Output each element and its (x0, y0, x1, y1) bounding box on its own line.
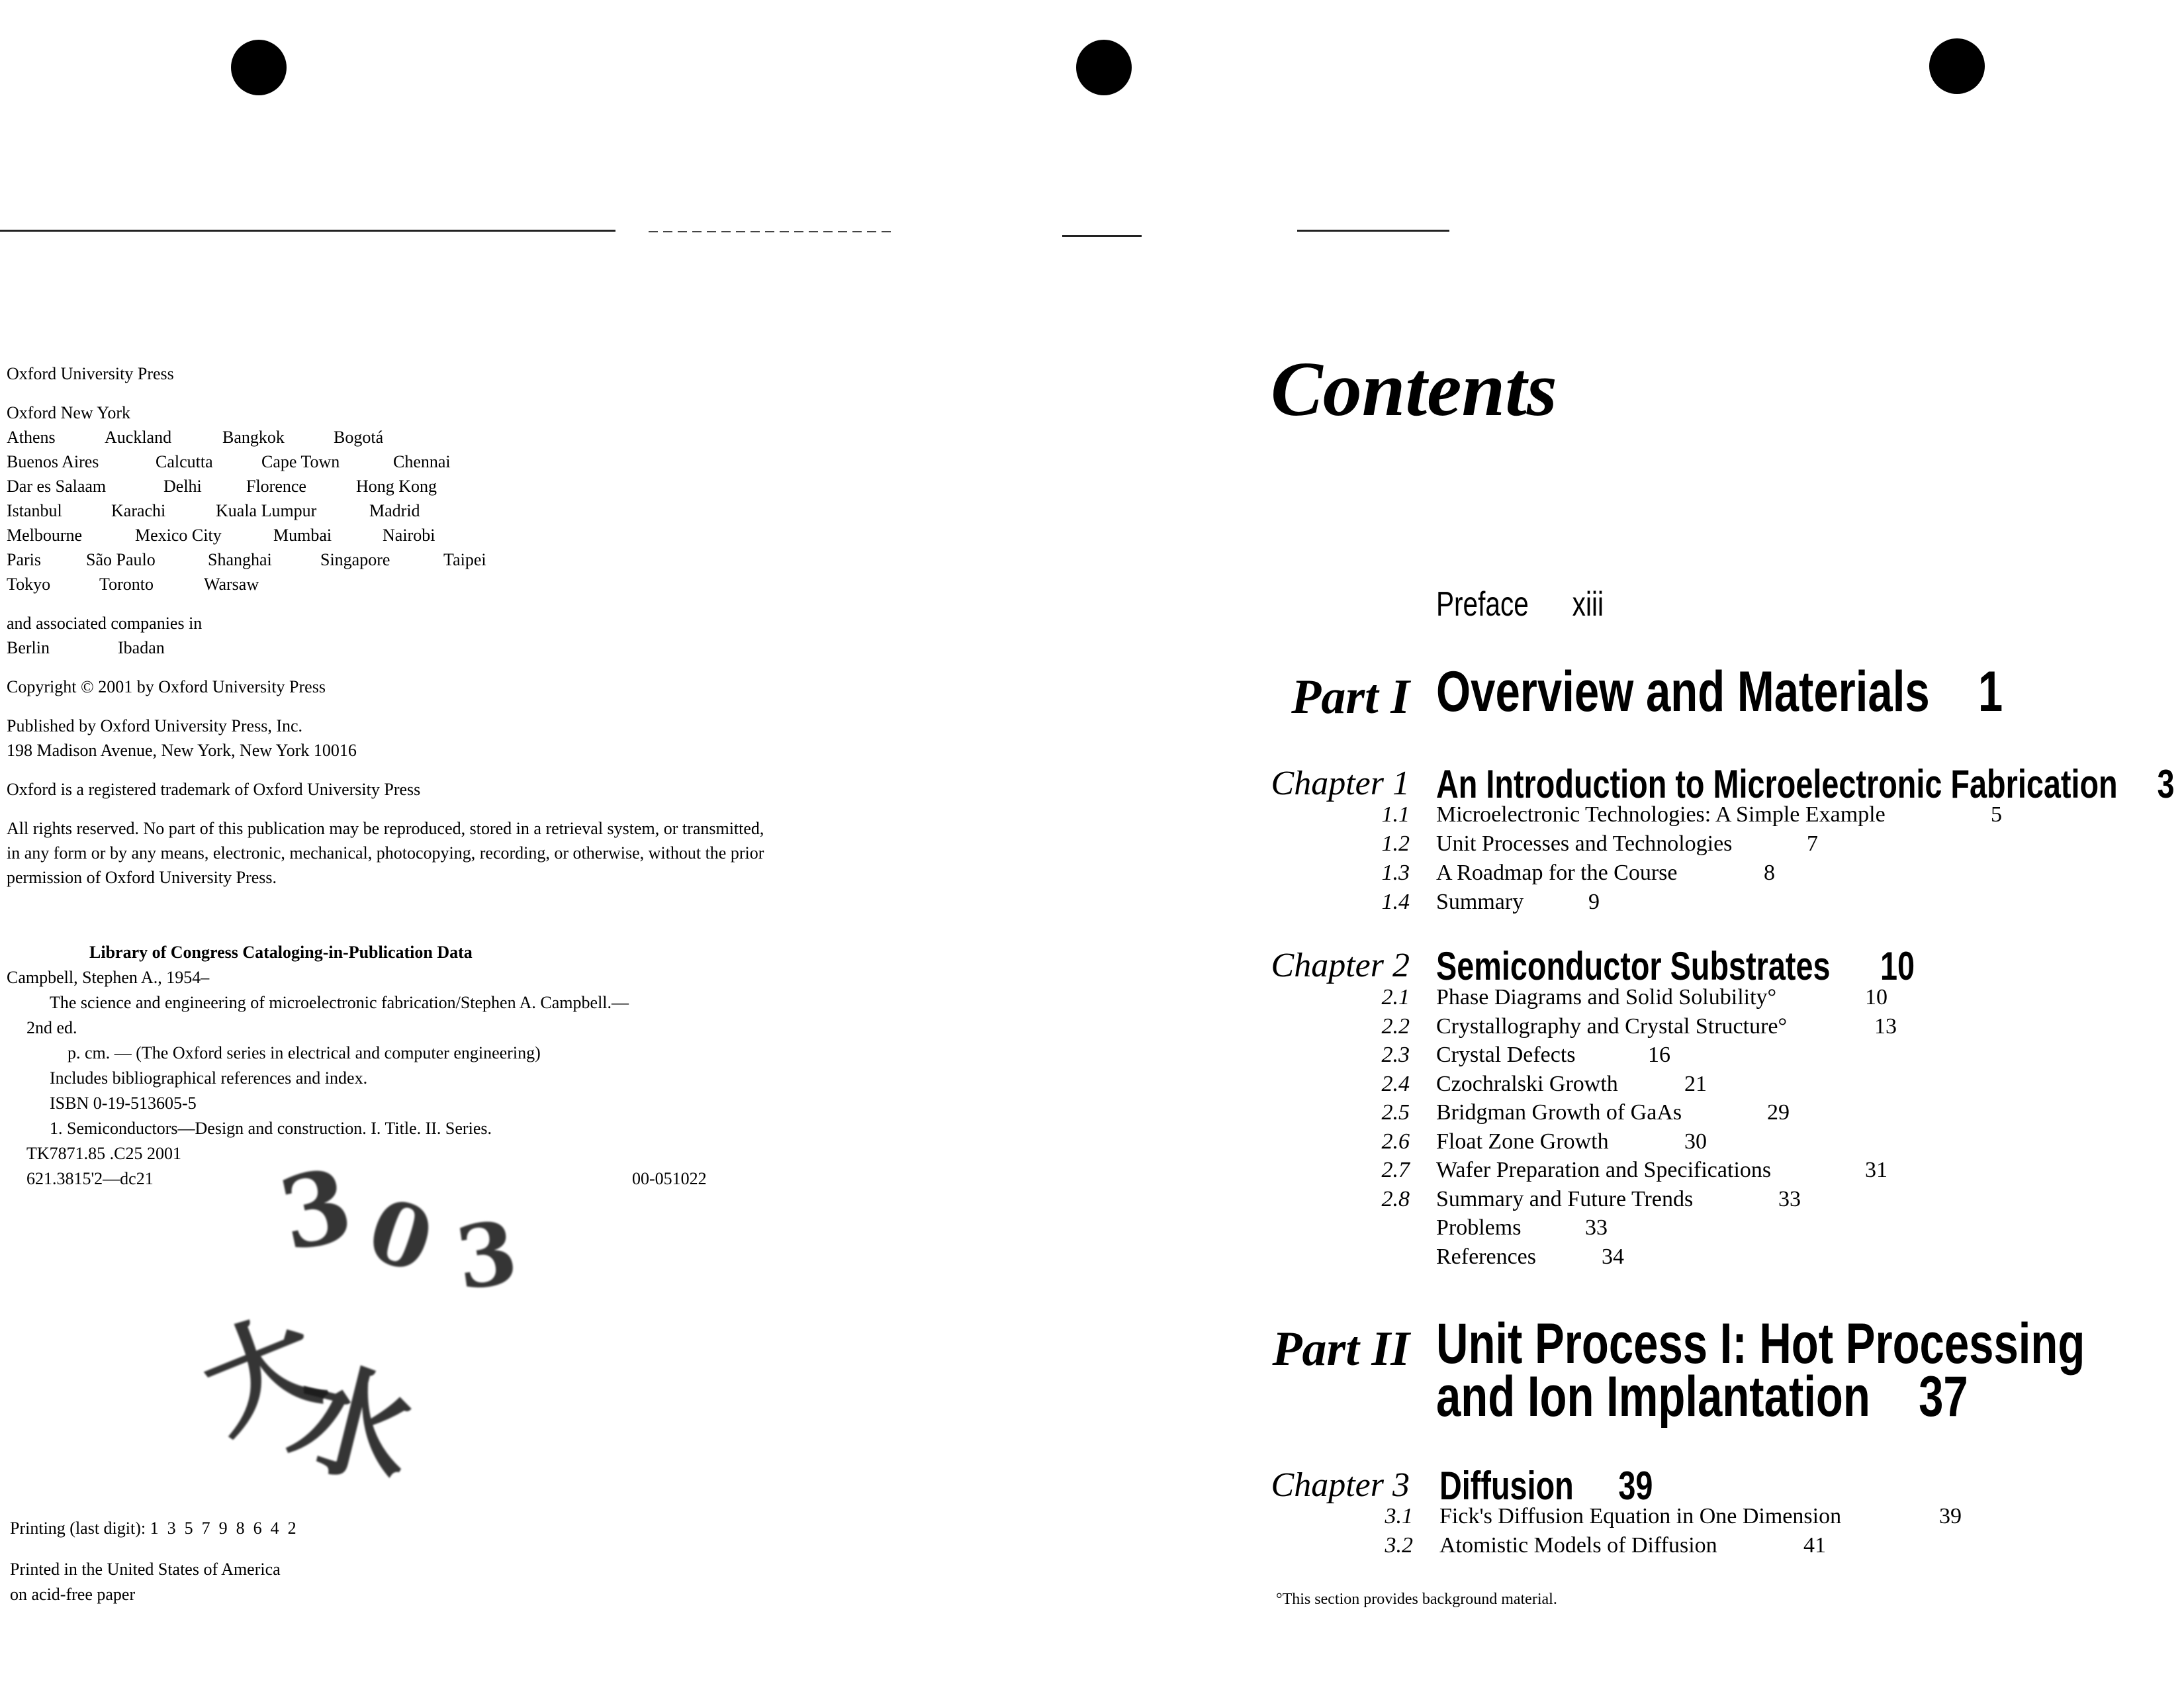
city-row (7, 572, 933, 596)
city-row (7, 635, 933, 660)
city: Taipei (443, 550, 486, 569)
cip-includes: Includes bibliographical references and index. (50, 1068, 368, 1088)
copyright-page (7, 361, 933, 890)
city-row (7, 547, 933, 572)
section-title: Unit Processes and Technologies (1436, 831, 1733, 856)
toc-section[interactable] (1281, 1504, 2075, 1533)
binder-hole-left (231, 40, 287, 95)
printed-in: Printed in the United States of America (10, 1560, 281, 1579)
city-row (7, 523, 933, 547)
section-title: Summary (1436, 890, 1524, 914)
city: Delhi (163, 477, 202, 496)
section-page: 31 (1865, 1158, 1888, 1182)
cip-author: Campbell, Stephen A., 1954– (7, 968, 210, 987)
city: Bangkok (222, 428, 285, 447)
section-title: References (1436, 1244, 1537, 1269)
city: Singapore (320, 550, 390, 569)
section-title: Crystallography and Crystal Structure° (1436, 1013, 1788, 1039)
toc-section[interactable] (1277, 1043, 2071, 1072)
part-title: Unit Process I: Hot Processing and Ion Implantation 37 (1436, 1312, 2085, 1429)
section-page: 30 (1684, 1129, 1707, 1154)
section-page: 8 (1764, 861, 1775, 885)
city-list (7, 425, 933, 596)
binder-hole-center (1076, 40, 1132, 95)
toc-section[interactable] (1277, 1129, 2071, 1158)
city: Florence (246, 477, 306, 496)
chapter-title: Diffusion 39 (1439, 1464, 1653, 1508)
section-number: 2.7 (1381, 1158, 1410, 1182)
chapter-page: 3 (2157, 762, 2175, 806)
chapter-title: Semiconductor Substrates 10 (1436, 944, 1915, 988)
section-page: 41 (1803, 1533, 1826, 1558)
section-title: Problems (1436, 1215, 1522, 1240)
city: Melbourne (7, 526, 83, 545)
cip-lcc: TK7871.85 .C25 2001 (26, 1144, 181, 1163)
section-title: Microelectronic Technologies: A Simple Example (1436, 802, 1886, 827)
city: Berlin (7, 638, 50, 657)
cip-work: The science and engineering of microelectronic fabrication/Stephen A. Campbell.— (50, 993, 629, 1012)
section-number: 2.4 (1381, 1071, 1410, 1096)
toc-section[interactable] (1277, 985, 2071, 1014)
section-list-ch3 (1281, 1504, 2075, 1562)
part-title: Overview and Materials 1 (1436, 660, 2003, 724)
section-page: 7 (1807, 831, 1818, 856)
section-list-ch1 (1277, 802, 2071, 919)
city: Buenos Aires (7, 452, 99, 471)
cip-title: Library of Congress Cataloging-in-Publication Data (89, 943, 473, 962)
cip-ddc: 621.3815'2—dc21 (26, 1169, 154, 1188)
preface-label: Preface (1436, 585, 1529, 624)
top-rule-center (1062, 235, 1142, 237)
section-title: Czochralski Growth (1436, 1071, 1618, 1096)
section-page: 33 (1778, 1186, 1801, 1211)
city: Warsaw (204, 575, 259, 594)
section-number: 3.2 (1385, 1533, 1413, 1558)
page-title: Contents (1271, 346, 1557, 432)
section-number: 2.1 (1381, 985, 1410, 1009)
part-page: 1 (1978, 660, 2003, 724)
chapter-page: 10 (1880, 944, 1915, 988)
publisher-address: 198 Madison Avenue, New York, New York 10016 (7, 741, 357, 760)
city: Bogotá (334, 428, 384, 447)
toc-section[interactable] (1277, 802, 2071, 831)
rights-line: permission of Oxford University Press. (7, 868, 277, 887)
section-page: 34 (1602, 1244, 1624, 1269)
section-number: 1.2 (1381, 831, 1410, 856)
section-number: 2.8 (1381, 1186, 1410, 1211)
cip-edition: 2nd ed. (26, 1018, 77, 1037)
city: São Paulo (86, 550, 156, 569)
paper-note: on acid-free paper (10, 1585, 136, 1604)
city: Auckland (105, 428, 172, 447)
section-title: Crystal Defects (1436, 1043, 1576, 1067)
section-number: 2.3 (1381, 1043, 1410, 1067)
city: Shanghai (208, 550, 272, 569)
part-label: Part II (1272, 1322, 1410, 1376)
city: Toronto (99, 575, 154, 594)
part-page: 37 (1919, 1365, 1968, 1429)
section-page: 10 (1865, 985, 1888, 1009)
chapter-label: Chapter 3 (1271, 1466, 1410, 1504)
city: Athens (7, 428, 56, 447)
part-label: Part I (1291, 670, 1410, 724)
section-title: Wafer Preparation and Specifications (1436, 1158, 1772, 1182)
toc-section[interactable] (1277, 1072, 2071, 1101)
city: Nairobi (383, 526, 435, 545)
toc-chapter[interactable] (1079, 943, 1939, 990)
cip-isbn: ISBN 0-19-513605-5 (50, 1094, 197, 1113)
section-page: 5 (1991, 802, 2002, 827)
city: Chennai (393, 452, 451, 471)
city: Ibadan (118, 638, 165, 657)
preface-page: xiii (1572, 585, 1604, 624)
section-title: Phase Diagrams and Solid Solubility° (1436, 985, 1777, 1009)
footnote: °This section provides background material. (1276, 1591, 1557, 1608)
city: Mexico City (135, 526, 222, 545)
toc-chapter[interactable] (1079, 761, 2177, 808)
cip-lccn: 00-051022 (632, 1169, 707, 1188)
section-list-ch2 (1277, 985, 2071, 1273)
section-title: Float Zone Growth (1436, 1129, 1609, 1154)
toc-section[interactable] (1277, 861, 2071, 890)
city: Istanbul (7, 501, 62, 520)
toc-section[interactable] (1277, 1187, 2071, 1216)
toc-section[interactable] (1281, 1533, 2075, 1562)
city: Calcutta (156, 452, 213, 471)
city: Karachi (111, 501, 166, 520)
toc-part[interactable] (1013, 1312, 2138, 1436)
toc-section[interactable] (1277, 1244, 2071, 1274)
section-number: 3.1 (1385, 1504, 1413, 1528)
chapter-page: 39 (1618, 1464, 1653, 1508)
toc-preface[interactable] (1436, 585, 1651, 624)
toc-section[interactable] (1277, 1215, 2071, 1244)
printing-info (10, 1516, 606, 1607)
toc-part[interactable] (1013, 660, 2138, 731)
copyright-line: Copyright © 2001 by Oxford University Press (7, 677, 326, 696)
city: Hong Kong (356, 477, 437, 496)
top-rule-right (1297, 230, 1449, 232)
associated-companies: and associated companies in (7, 614, 203, 633)
section-title: Atomistic Models of Diffusion (1439, 1533, 1717, 1558)
section-page: 16 (1648, 1043, 1670, 1067)
toc-section[interactable] (1277, 831, 2071, 861)
city: Paris (7, 550, 41, 569)
cip-block (7, 940, 801, 1192)
toc-chapter[interactable] (1079, 1463, 1741, 1509)
publisher-name: Oxford University Press (7, 364, 174, 383)
section-title: Summary and Future Trends (1436, 1186, 1694, 1211)
section-title: Fick's Diffusion Equation in One Dimension (1439, 1504, 1842, 1528)
section-page: 13 (1874, 1013, 1897, 1039)
section-number: 2.6 (1381, 1129, 1410, 1154)
binder-hole-right (1929, 38, 1985, 94)
city: Madrid (369, 501, 420, 520)
toc-section[interactable] (1277, 1100, 2071, 1129)
section-number: 2.2 (1381, 1013, 1410, 1039)
chapter-label: Chapter 2 (1271, 947, 1410, 984)
printing-digits: Printing (last digit): 1 3 5 7 9 8 6 4 2 (10, 1519, 296, 1538)
trademark-line: Oxford is a registered trademark of Oxford University Press (7, 780, 421, 799)
rights-line: in any form or by any means, electronic, mechanical, photocopying, recording, or otherwise, without the prior (7, 843, 764, 863)
section-page: 29 (1767, 1100, 1790, 1125)
section-number: 1.4 (1381, 890, 1410, 914)
top-rule-left (0, 230, 615, 232)
section-page: 21 (1684, 1071, 1707, 1096)
city-row (7, 498, 933, 523)
city: Tokyo (7, 575, 51, 594)
locations-heading: Oxford New York (7, 403, 131, 422)
section-number: 1.3 (1381, 861, 1410, 885)
top-rule-left-dashed (649, 231, 893, 232)
cip-series: p. cm. — (The Oxford series in electrical and computer engineering) (68, 1043, 541, 1062)
city-row (7, 449, 933, 474)
toc-section[interactable] (1277, 1014, 2071, 1043)
chapter-label: Chapter 1 (1271, 765, 1410, 802)
city: Kuala Lumpur (216, 501, 317, 520)
section-number: 1.1 (1381, 802, 1410, 827)
section-number: 2.5 (1381, 1100, 1410, 1125)
chapter-title: An Introduction to Microelectronic Fabrication 3 (1436, 762, 2175, 806)
cip-subjects: 1. Semiconductors—Design and construction. I. Title. II. Series. (50, 1119, 492, 1138)
section-title: Bridgman Growth of GaAs (1436, 1100, 1682, 1125)
city: Dar es Salaam (7, 477, 107, 496)
city-row (7, 474, 933, 498)
rights-notice (7, 816, 933, 890)
toc-section[interactable] (1277, 1158, 2071, 1187)
city: Cape Town (261, 452, 340, 471)
section-page: 39 (1939, 1504, 1962, 1528)
rights-line: All rights reserved. No part of this publication may be reproduced, stored in a retrieval system, or transmitted, (7, 819, 764, 838)
section-page: 9 (1588, 890, 1600, 914)
city-row (7, 425, 933, 449)
associated-city-list (7, 635, 933, 660)
toc-section[interactable] (1277, 890, 2071, 919)
city: Mumbai (273, 526, 332, 545)
section-title: A Roadmap for the Course (1436, 861, 1678, 885)
section-page: 33 (1585, 1215, 1608, 1240)
published-by: Published by Oxford University Press, Inc. (7, 716, 303, 735)
